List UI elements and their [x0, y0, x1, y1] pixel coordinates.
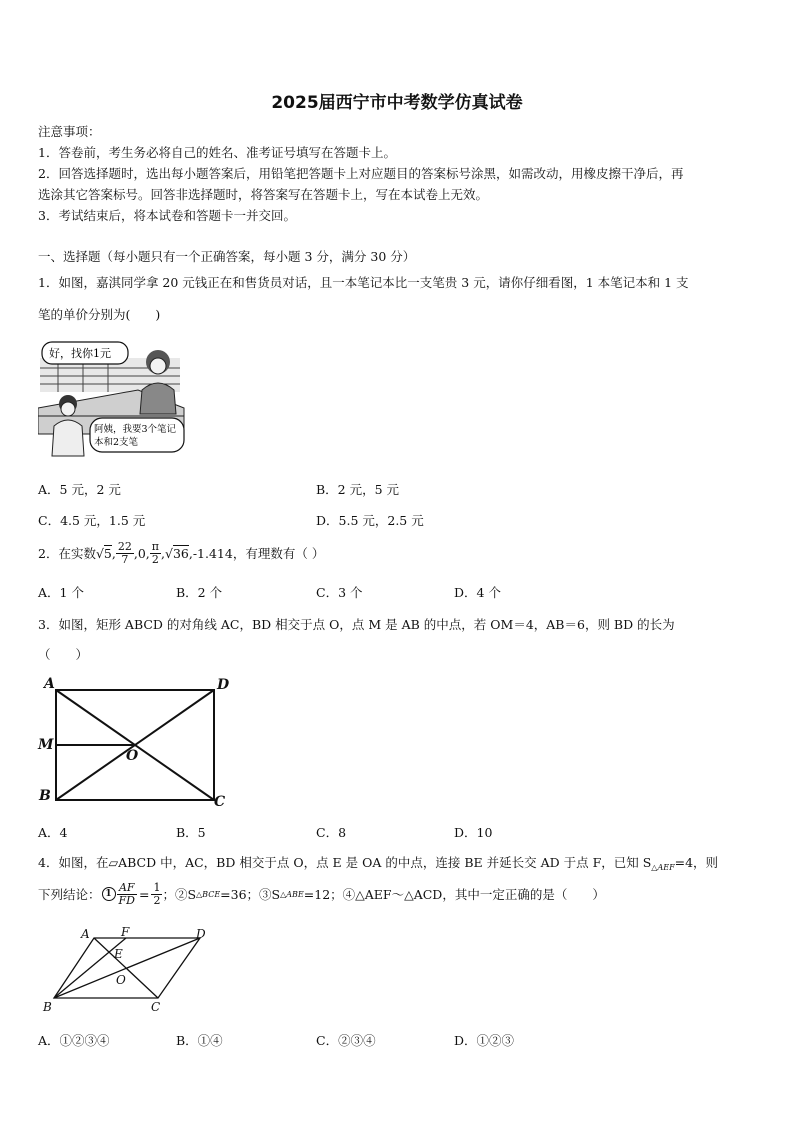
q4-label-d: D: [196, 927, 206, 941]
q4-stem-line1: 4．如图，在▱ABCD 中，AC，BD 相交于点 O，点 E 是 OA 的中点，连接 BE 并延长交 AD 于点 F，已知 $S_{\triangle AEF}=4$，则: [38, 855, 719, 872]
q3-option-b: B．5: [176, 825, 206, 840]
q1-stem-line2: 笔的单价分别为( ): [38, 307, 161, 322]
notice-item-1: 1．答卷前，考生务必将自己的姓名、准考证号填写在答题卡上。: [38, 145, 396, 160]
q3-label-b: B: [39, 788, 51, 804]
q4-label-e: E: [114, 947, 123, 961]
q3-label-c: C: [214, 794, 226, 810]
q2-option-a: A．1 个: [38, 585, 84, 600]
q4-option-b: B．①④: [176, 1033, 223, 1048]
q4-label-o: O: [116, 973, 126, 987]
q2-stem: [38, 537, 324, 569]
q4-label-f: F: [121, 925, 130, 939]
q4-fraction-af-fd: $\frac{AF}{FD}$: [118, 880, 135, 907]
q4-option-a: A．①②③④: [38, 1033, 110, 1048]
q4-label-c: C: [151, 1000, 161, 1014]
q2-prefix: 2．在实数: [38, 546, 96, 561]
q2-fraction-pi-2: $\frac{\pi}{2}$: [151, 539, 159, 566]
q3-label-d: D: [217, 677, 230, 693]
q3-label-o: O: [126, 748, 139, 764]
q2-option-b: B．2 个: [176, 585, 223, 600]
q2-zero: ,0,: [133, 545, 150, 561]
q3-stem-line2: （ ）: [38, 647, 89, 662]
q1-bubble-student-1: 阿姨，我要3个笔记: [94, 424, 177, 435]
q2-fraction-22-7: $\frac{22}{7}$: [117, 539, 132, 566]
page-title: 2025届西宁市中考数学仿真试卷: [271, 93, 523, 113]
q3-option-c: C．8: [316, 825, 347, 840]
q4-parallelogram-figure: [38, 924, 218, 1016]
section-heading: 一、选择题（每小题只有一个正确答案，每小题 3 分，满分 30 分）: [38, 249, 416, 264]
q1-figure: [38, 338, 186, 462]
q1-option-b: B．2 元，5 元: [316, 482, 400, 497]
q4-conclusion-1-marker: 1: [102, 887, 116, 901]
q2-tail: ,-1.414: [188, 545, 233, 561]
q3-label-a: A: [44, 676, 55, 692]
q3-label-m: M: [38, 737, 54, 753]
q1-stem-line1: 1．如图，嘉淇同学拿 20 元钱正在和售货员对话，且一本笔记本比一支笔贵 3 元，请你仔细看图，1 本笔记本和 1 支: [38, 275, 689, 290]
q4-option-d: D．①②③: [454, 1033, 515, 1048]
q4-label-b: B: [43, 1000, 52, 1014]
q3-option-a: A．4: [38, 825, 68, 840]
q4-stem-line2: 下列结论： 1 $\frac{AF}{FD}$ = $\frac{1}{2}$ ；②S △BCE =36；③S △ABE =12；④△AEF～△ACD，其中一定正确的是（ ）: [38, 880, 605, 907]
q1-option-c: C．4.5 元，1.5 元: [38, 513, 146, 528]
q1-option-a: A．5 元，2 元: [38, 482, 121, 497]
q4-label-a: A: [81, 927, 90, 941]
q1-bubble-student-2: 本和2支笔: [94, 437, 139, 448]
q2-sqrt5: √5,: [95, 545, 116, 561]
q2-suffix: ，有理数有（ ）: [232, 546, 325, 561]
q3-rectangle-figure: [34, 672, 240, 814]
q1-bubble-seller: 好，找你1元: [49, 347, 111, 360]
q3-stem-line1: 3．如图，矩形 ABCD 的对角线 AC，BD 相交于点 O，点 M 是 AB 的中点，若 OM＝4，AB＝6，则 BD 的长为: [38, 617, 675, 632]
notice-heading: 注意事项：: [38, 124, 101, 139]
q1-option-d: D．5.5 元，2.5 元: [316, 513, 424, 528]
q4-fraction-half: $\frac{1}{2}$: [153, 880, 161, 907]
q2-option-d: D．4 个: [454, 585, 501, 600]
q2-sqrt36: ,√36: [161, 545, 189, 561]
q4-option-c: C．②③④: [316, 1033, 376, 1048]
notice-item-2: 2．回答选择题时，选出每小题答案后，用铅笔把答题卡上对应题目的答案标号涂黑，如需改动，用橡皮擦干净后，再: [38, 166, 684, 181]
q3-option-d: D．10: [454, 825, 493, 840]
notice-item-3: 3．考试结束后，将本试卷和答题卡一并交回。: [38, 208, 296, 223]
q2-option-c: C．3 个: [316, 585, 363, 600]
notice-item-2-cont: 选涂其它答案标号。回答非选择题时，将答案写在答题卡上，写在本试卷上无效。: [38, 187, 489, 202]
